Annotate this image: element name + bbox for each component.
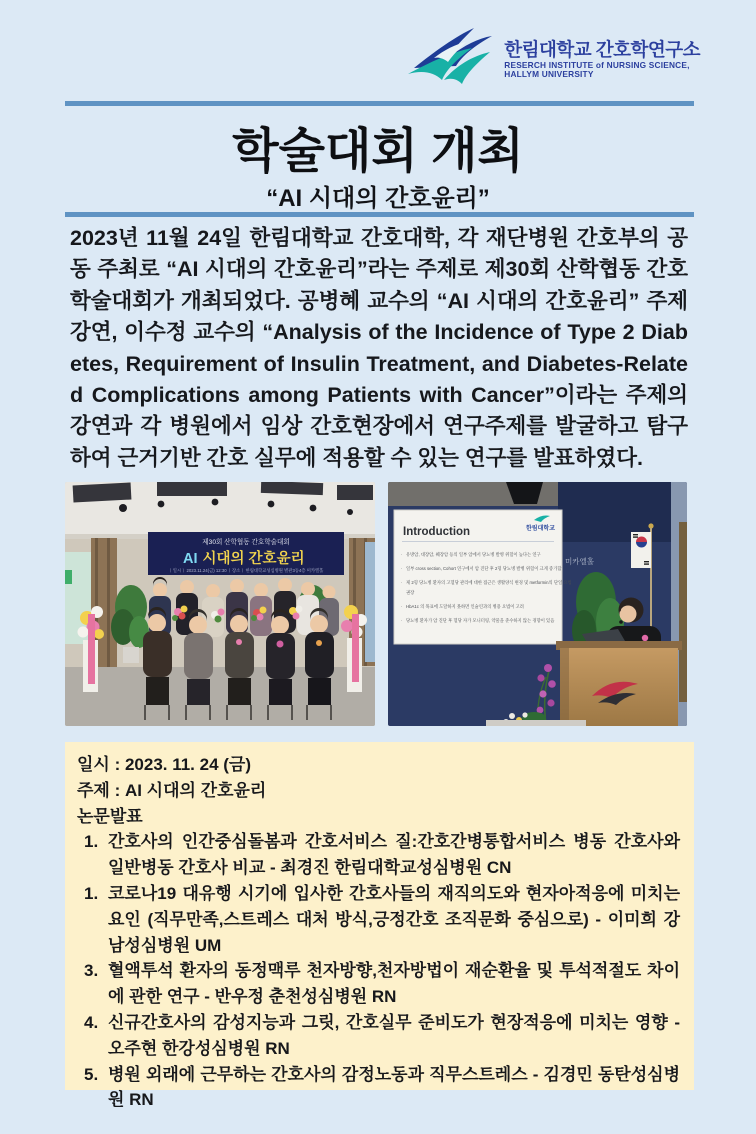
svg-text:·: ·: [401, 580, 403, 585]
svg-text:제 2형 당뇨병 환자의 고혈당 관리에 대한 접근은 생활: 제 2형 당뇨병 환자의 고혈당 관리에 대한 접근은 생활양식 변경 및 metformin의 단일 요법: [406, 580, 572, 585]
paper-number: 1.: [84, 883, 99, 903]
paper-number: 5.: [84, 1064, 99, 1084]
svg-text:일부 cross section, Cohort 연구에서: 일부 cross section, Cohort 연구에서 암 진단 후 2형 당뇨병 발병 위험이 크게 증가함: [406, 566, 562, 571]
event-date: 일시 : 2023. 11. 24 (금): [77, 755, 252, 774]
slide-screen: [394, 510, 572, 644]
paper-title: 병원 외래에 근무하는 간호사의 감정노동과 직무스트레스 - 김경민 동탄성심병원 RN: [108, 1064, 680, 1110]
divider-bar-middle: [65, 212, 694, 217]
podium: [556, 641, 682, 726]
svg-text:·: ·: [401, 618, 403, 623]
event-info-box: [65, 742, 694, 1110]
page-subtitle: “AI 시대의 간호윤리”: [266, 185, 490, 212]
svg-text:·: ·: [401, 552, 403, 557]
article-body: 2023년 11월 24일 한림대학교 간호대학, 각 재단병원 간호부의 공동 주최로 “AI 시대의 간호윤리”라는 주제로 제30회 산학협동 간호학술대회가 개최되었다. 공병혜 교수의 “AI 시대의 간호윤리” 주제강연, 이수정 교수의 “Analysis of the Incidence of Type 2 Diabetes, Requirement of Insulin Treatment, and Diabetes-Related Complications among Patients with Cancer”이라는 주제의 강연과 각 병원에서 임상 간호현장에서 연구주제를 발굴하고 탐구하여 근거기반 간호 실무에 적용할 수 있는 연구를 발표하였다.: [70, 226, 688, 470]
svg-text:·: ·: [401, 604, 403, 609]
banner-line3: ㅣ일시ㅣ 2023.11.24(금) 12:30 ㅣ장소ㅣ 한림대학교성심병원 별관3동4층 미카엘홀: [168, 568, 324, 573]
paper-number: 3.: [84, 961, 99, 981]
paper-item: [77, 829, 680, 881]
institute-name-english-2: HALLYM UNIVERSITY: [504, 69, 594, 80]
institute-logo: [404, 22, 700, 97]
svg-text:HbA1c 의 목표에 도달하지 못하면 인슐린과의 병용: HbA1c 의 목표에 도달하지 못하면 인슐린과의 병용 요법이 고려: [406, 604, 524, 609]
paper-section-title: 논문발표: [77, 806, 143, 826]
slide-logo-text: 한림대학교: [526, 526, 555, 532]
banner-line1: 제30회 산학협동 간호학술대회: [202, 539, 290, 546]
paper-title: 신규간호사의 감성지능과 그릿, 간호실무 준비도가 현장적응에 미치는 영향 - 오주현 한강성심병원 RN: [108, 1012, 680, 1058]
svg-text:당뇨병 환자가 암 진단 후 혈당 자가 모니터링, 약물을: 당뇨병 환자가 암 진단 후 혈당 자가 모니터링, 약물을 준수하지 않는 경향이 있음: [406, 618, 555, 623]
paper-number: 4.: [84, 1012, 99, 1032]
paper-item: [77, 1062, 680, 1114]
paper-item: [77, 958, 680, 1010]
page-title: 학술대회 개최: [232, 125, 524, 178]
svg-text:·: ·: [401, 566, 403, 571]
paper-item: [77, 881, 680, 958]
paper-title: 혈액투석 환자의 동정맥루 천자방향,천자방법이 재순환율 및 투석적절도 차이에 관한 연구 - 반우정 춘천성심병원 RN: [108, 961, 680, 1007]
paper-title: 간호사의 인간중심돌봄과 간호서비스 질:간호간병통합서비스 병동 간호사와 일반병동 간호사 비교 - 최경진 한림대학교성심병원 CN: [108, 832, 680, 878]
group-photo: [65, 482, 375, 726]
institute-name-english-1: RESERCH INSTITUTE of NURSING SCIENCE,: [504, 59, 690, 70]
svg-text:유방암, 대장암, 췌장암 등의 일부 암에서 당뇨병 발병: 유방암, 대장암, 췌장암 등의 일부 암에서 당뇨병 발병 위험이 높다는 연구: [406, 552, 541, 557]
paper-number: 1.: [84, 832, 99, 852]
paper-list: [77, 829, 680, 1113]
presentation-photo: [388, 482, 687, 726]
slide-title: Introduction: [403, 526, 471, 538]
banner-title: AI 시대의 간호윤리: [183, 551, 305, 567]
event-topic: 주제 : AI 시대의 간호윤리: [77, 780, 267, 800]
hall-name-text: 미카엘홀: [565, 557, 594, 566]
wave-bird-logo-icon: [404, 22, 500, 97]
divider-bar-top: [65, 101, 694, 106]
svg-text:권장: 권장: [406, 590, 415, 595]
institute-name: [504, 39, 700, 79]
institute-name-korean: 한림대학교 간호학연구소: [504, 39, 700, 61]
paper-item: [77, 1010, 680, 1062]
conference-banner: [148, 532, 344, 575]
paper-title: 코로나19 대유행 시기에 입사한 간호사들의 재직의도와 현자아적응에 미치는 요인 (직무만족,스트레스 대처 방식,긍정간호 조직문화 중심으로) - 이미희 강남성심병원 UM: [108, 883, 680, 955]
